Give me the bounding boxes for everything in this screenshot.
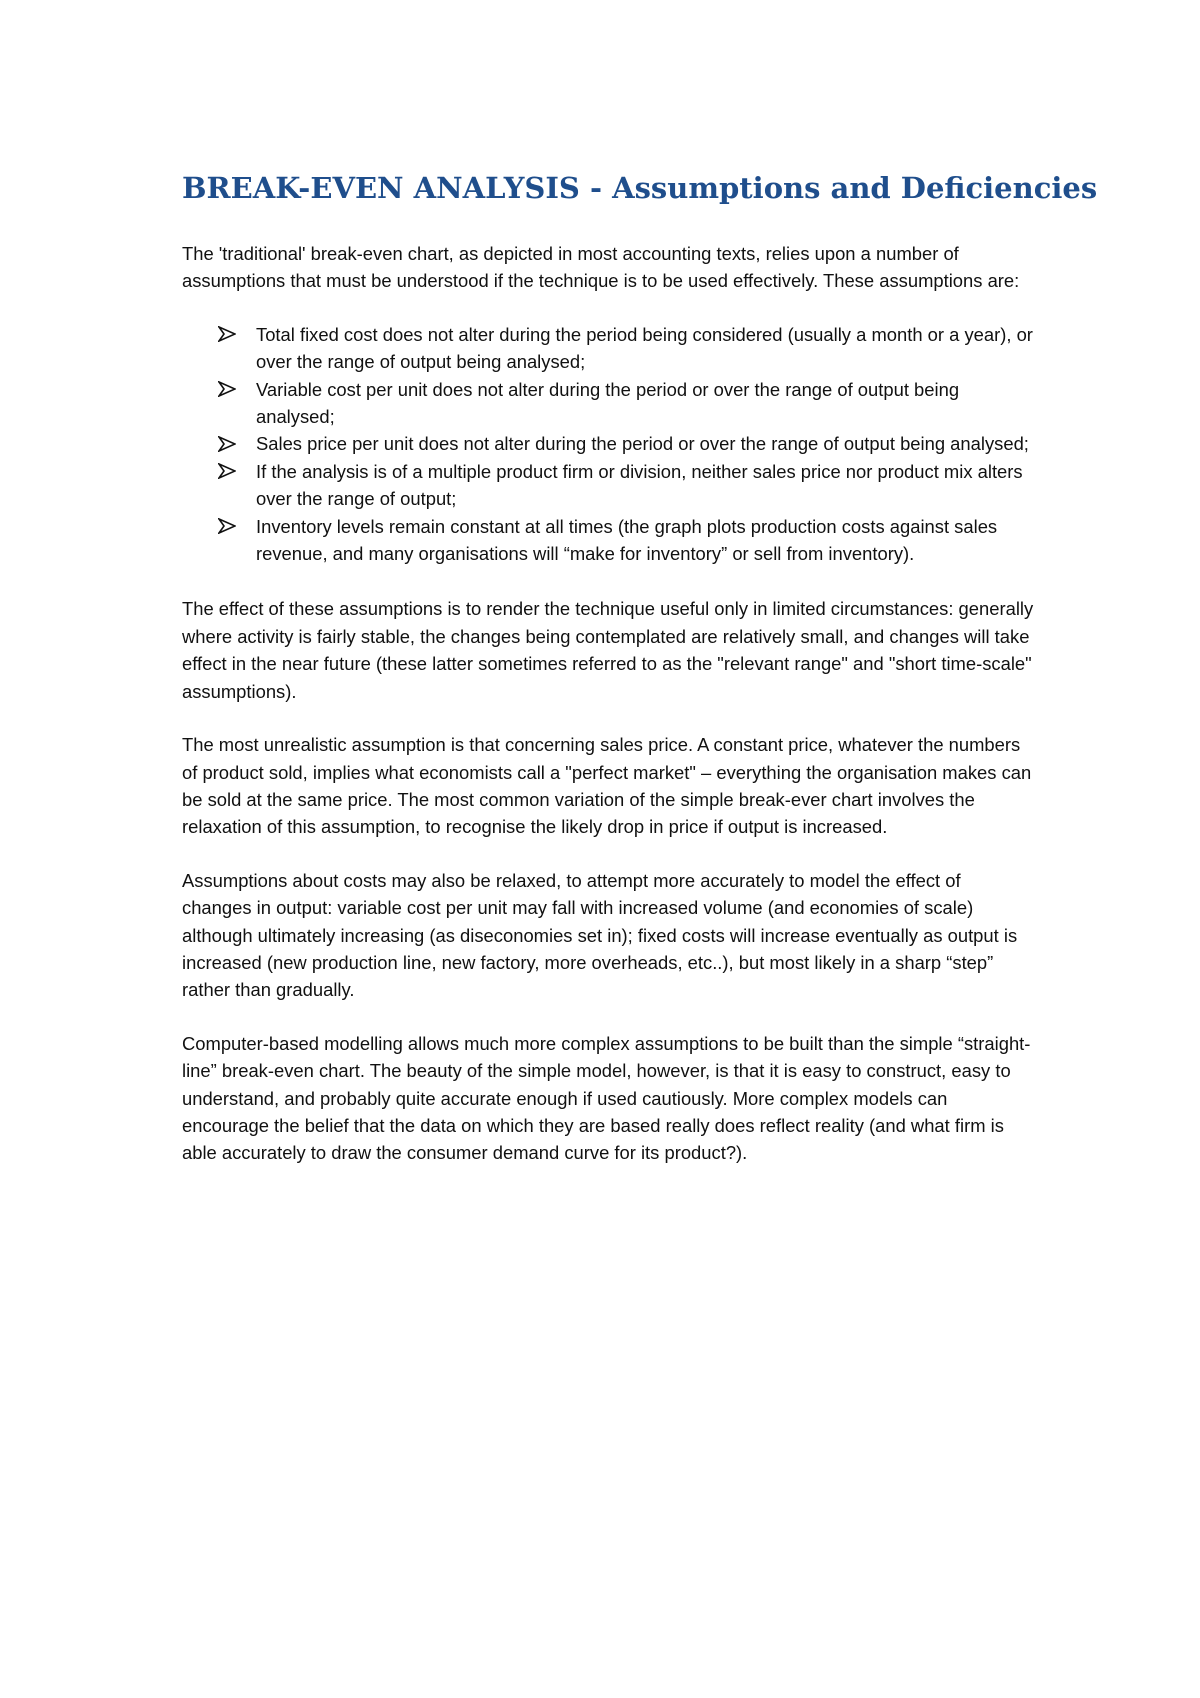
list-item [182,430,1034,457]
arrowhead-bullet-icon [218,321,238,348]
sales-price-paragraph: The most unrealistic assumption is that concerning sales price. A constant price, whatever the numbers of product sold, implies what economists call a "perfect market" – everything the organisation makes can be sold at the same price. The most common variation of the simple break-ever chart involves the relaxation of this assumption, to recognise the likely drop in price if output is increased. [182,734,1032,838]
modelling-paragraph: Computer-based modelling allows much more complex assumptions to be built than the simple “straight-line” break-even chart. The beauty of the simple model, however, is that it is easy to construct, easy to understand, and probably quite accurate enough if used cautiously. More complex models can encourage the belief that the data on which they are based really does reflect reality (and what firm is able accurately to draw the consumer demand curve for its product?). [182,1032,1031,1164]
intro-paragraph: The 'traditional' break-even chart, as depicted in most accounting texts, relies upon a number of assumptions that must be understood if the technique is to be used effectively. These assumptions are: [182,243,1020,292]
document-title: BREAK-EVEN ANALYSIS - Assumptions and Deficiencies [182,171,1098,205]
document-page [182,168,1098,1193]
assumptions-list [182,321,1034,568]
assumption-text: Sales price per unit does not alter during the period or over the range of output being analysed; [256,433,1029,455]
list-item [182,376,1034,431]
costs-paragraph: Assumptions about costs may also be relaxed, to attempt more accurately to model the effect of changes in output: variable cost per unit may fall with increased volume (and economies of scale) although ultimately increasing (as diseconomies set in); fixed costs will increase eventually as output is increased (new production line, new factory, more overheads, etc..), but most likely in a sharp “step” rather than gradually. [182,869,1018,1001]
arrowhead-bullet-icon [218,430,238,457]
assumption-text: Inventory levels remain constant at all times (the graph plots production costs against sales revenue, and many organisations will “make for inventory” or sell from inventory). [256,515,998,565]
arrowhead-bullet-icon [218,513,238,540]
assumption-text: Total fixed cost does not alter during the period being considered (usually a month or a year), or over the range of output being analysed; [256,323,1033,373]
list-item [182,458,1034,513]
assumption-text: Variable cost per unit does not alter during the period or over the range of output being analysed; [256,378,960,428]
assumption-text: If the analysis is of a multiple product firm or division, neither sales price nor product mix alters over the range of output; [256,460,1023,510]
list-item [182,513,1034,568]
arrowhead-bullet-icon [218,458,238,485]
effect-paragraph: The effect of these assumptions is to render the technique useful only in limited circumstances: generally where activity is fairly stable, the changes being contemplated are relatively small, and changes will take effect in the near future (these latter sometimes referred to as the "relevant range" and "short time-scale" assumptions). [182,598,1034,702]
list-item [182,321,1034,376]
arrowhead-bullet-icon [218,376,238,403]
